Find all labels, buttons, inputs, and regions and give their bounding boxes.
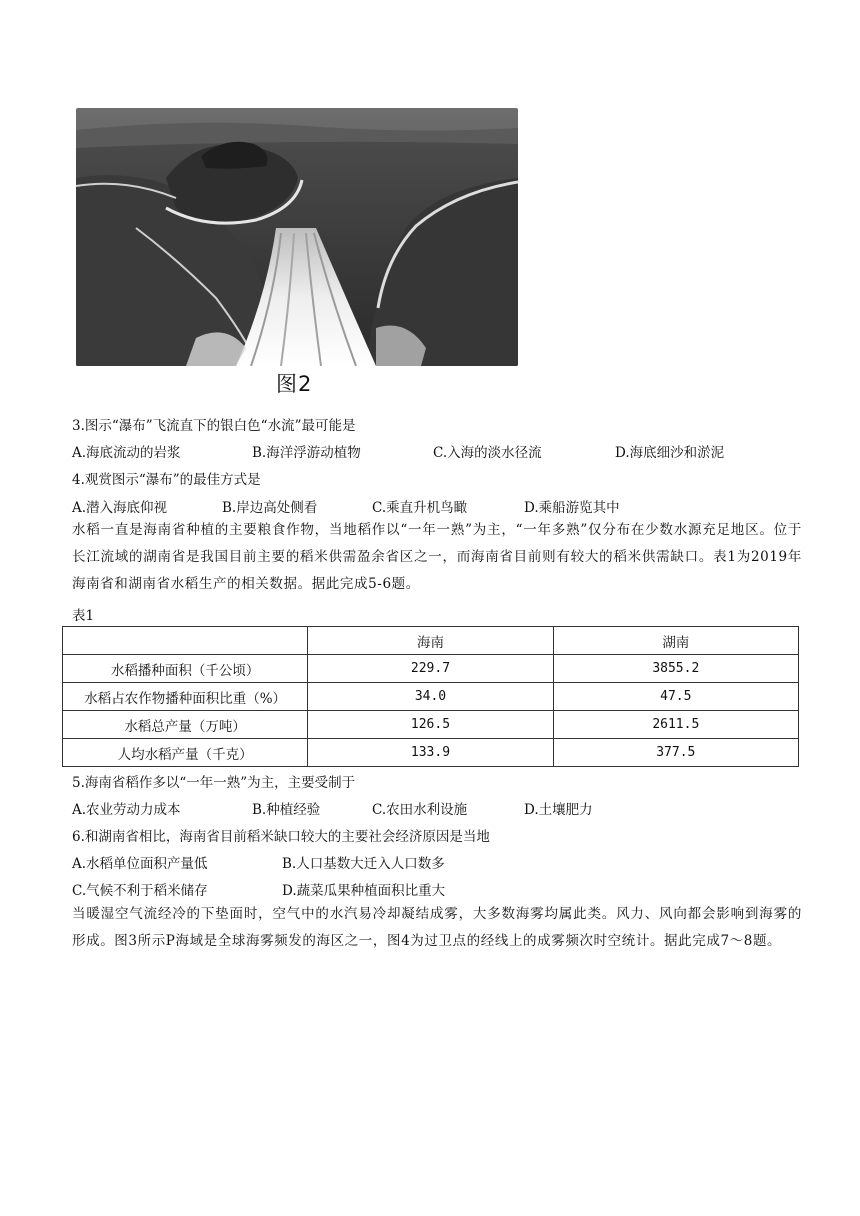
figure-caption: 图2 [276,372,313,396]
table-row-label: 水稻播种面积（千公顷） [63,655,308,683]
option-3b[interactable]: B.海洋浮游动植物 [252,445,361,461]
question-3-stem: 3.图示“瀑布”飞流直下的银白色“水流”最可能是 [72,418,356,434]
passage-rice: 水稻一直是海南省种植的主要粮食作物，当地稻作以“一年一熟”为主，“一年多熟”仅分布在少数水源充足地区。位于长江流域的湖南省是我国目前主要的稻米供需盈余省区之一，而海南省目前则有较大的稻米供需缺口。表1为2019年海南省和湖南省水稻生产的相关数据。据此完成5-6题。 [72,522,802,592]
table-row-label: 人均水稻产量（千克） [63,739,308,767]
option-5b[interactable]: B.种植经验 [252,802,321,818]
waterfall-aerial-photo [76,108,518,366]
option-6a[interactable]: A.水稻单位面积产量低 [72,856,208,872]
table-cell: 47.5 [553,683,798,711]
option-5d[interactable]: D.土壤肥力 [524,802,593,818]
table-cell: 3855.2 [553,655,798,683]
table-row-label: 水稻占农作物播种面积比重（%） [63,683,308,711]
table-row [63,683,799,711]
table-row [63,655,799,683]
option-3a[interactable]: A.海底流动的岩浆 [72,445,181,461]
option-4a[interactable]: A.潜入海底仰视 [72,500,168,516]
table-row [63,711,799,739]
table-row-label: 水稻总产量（万吨） [63,711,308,739]
question-4-stem: 4.观赏图示“瀑布”的最佳方式是 [72,472,261,488]
option-6c[interactable]: C.气候不利于稻米储存 [72,883,208,899]
table-cell: 377.5 [553,739,798,767]
table-label: 表1 [72,608,95,624]
option-3d[interactable]: D.海底细沙和淤泥 [615,445,725,461]
table-header-row [63,627,799,655]
table-cell: 229.7 [308,655,553,683]
table-cell: 34.0 [308,683,553,711]
option-6d[interactable]: D.蔬菜瓜果种植面积比重大 [282,883,446,899]
question-5-stem: 5.海南省稻作多以“一年一熟”为主，主要受制于 [72,775,356,791]
table-rice-data [62,626,799,767]
table-cell: 133.9 [308,739,553,767]
table-header-cell: 海南 [308,627,553,655]
table-header-cell: 湖南 [553,627,798,655]
table-cell: 126.5 [308,711,553,739]
table-header-cell [63,627,308,655]
option-5a[interactable]: A.农业劳动力成本 [72,802,181,818]
passage-sea-fog: 当暖湿空气流经冷的下垫面时，空气中的水汽易冷却凝结成雾，大多数海雾均属此类。风力、风向都会影响到海雾的形成。图3所示P海域是全球海雾频发的海区之一，图4为过卫点的经线上的成雾频次时空统计。据此完成7～8题。 [72,906,802,949]
option-4c[interactable]: C.乘直升机鸟瞰 [372,500,468,516]
option-6b[interactable]: B.人口基数大迁入人口数多 [282,856,445,872]
question-6-stem: 6.和湖南省相比，海南省目前稻米缺口较大的主要社会经济原因是当地 [72,829,490,845]
table-cell: 2611.5 [553,711,798,739]
seafloor-waterfall-image [76,108,518,366]
option-4d[interactable]: D.乘船游览其中 [524,500,620,516]
option-4b[interactable]: B.岸边高处侧看 [222,500,318,516]
option-5c[interactable]: C.农田水利设施 [372,802,468,818]
option-3c[interactable]: C.入海的淡水径流 [433,445,542,461]
table-row [63,739,799,767]
